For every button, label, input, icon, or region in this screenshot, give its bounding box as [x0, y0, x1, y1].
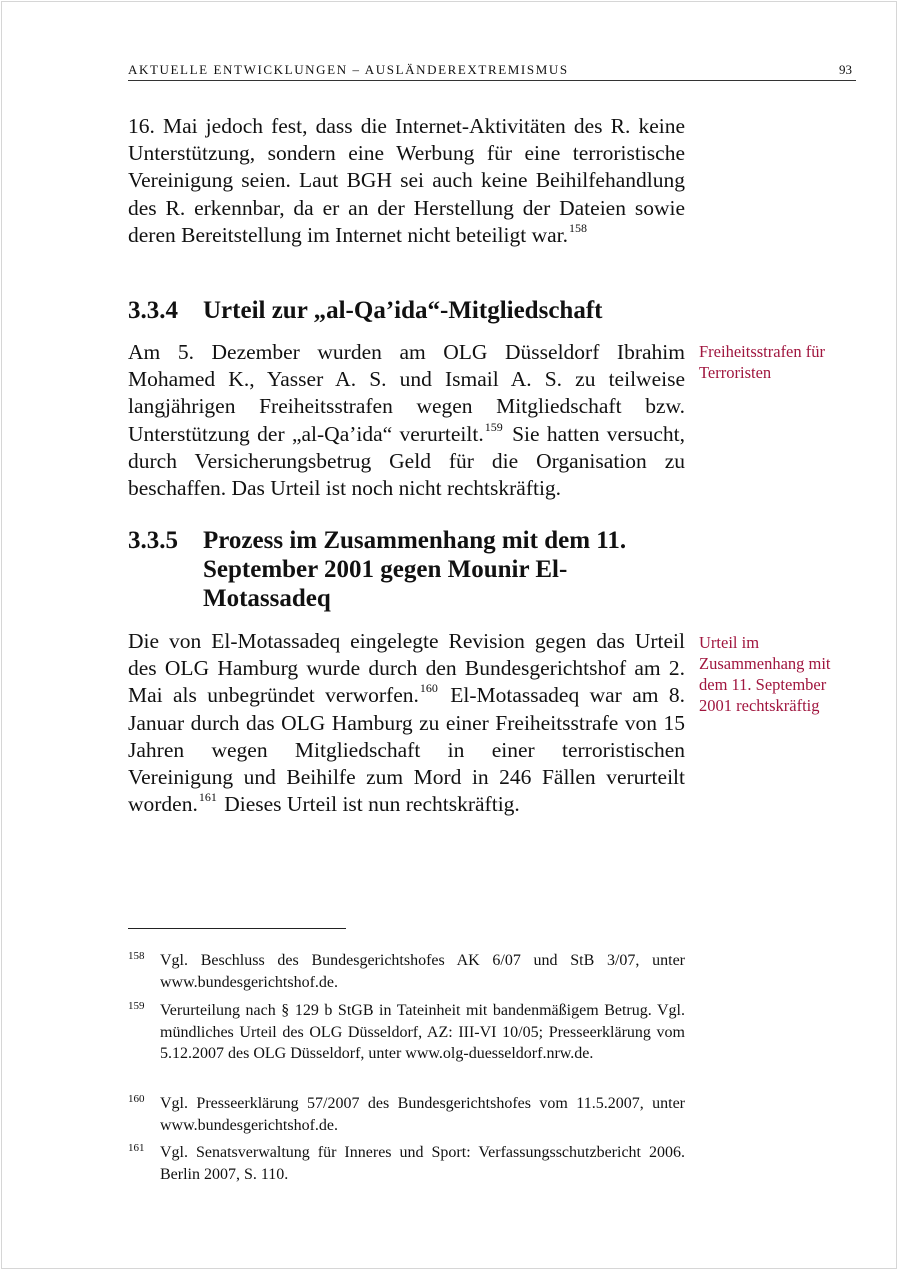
- footnote-ref-161[interactable]: 161: [198, 790, 217, 805]
- footnote-divider: [128, 928, 346, 929]
- margin-note-urteil-rechtskraeftig: Urteil im Zusammenhang mit dem 11. September 2001 rechtskräftig: [699, 633, 831, 715]
- paragraph-text: Am 5. Dezember wurden am OLG Düsseldorf Ibrahim Mohamed K., Yasser A. S. und Ismail A. S. zu teilweise langjährigen Freiheitsstrafen wegen Mitgliedschaft bzw. Unterstützung der „al-Qa’ida“ verurteilt.: [128, 340, 685, 446]
- footnote-text: Vgl. Beschluss des Bundesgerichtshofes AK 6/07 und StB 3/07, unter www.bundesgerichtshof.de.: [160, 952, 685, 991]
- footnote-number: 160: [128, 1093, 145, 1105]
- paragraph-continuation: [128, 113, 685, 249]
- section-number: 3.3.4: [128, 297, 178, 324]
- footnote-ref-160[interactable]: 160: [419, 681, 438, 696]
- section-title: Prozess im Zusammenhang mit dem 11. September 2001 gegen Mounir El-Motassadeq: [203, 527, 627, 612]
- page-number: 93: [839, 62, 852, 77]
- footnote-text: Verurteilung nach § 129 b StGB in Tateinheit mit bandenmäßigem Betrug. Vgl. mündliches Urteil des OLG Düsseldorf, AZ: III-VI 10/05; Presseerklärung vom 5.12.2007 des OLG Düsseldorf, unter www.olg-duesseldorf.nrw.de.: [160, 1002, 685, 1062]
- footnote-number: 159: [128, 1000, 145, 1012]
- footnote-ref-159[interactable]: 159: [484, 419, 503, 434]
- running-header: [128, 62, 856, 81]
- paragraph-text: 16. Mai jedoch fest, dass die Internet-Aktivitäten des R. keine Unterstützung, sondern eine Werbung für eine terroristische Vereinigung seien. Laut BGH sei auch keine Beihilfehandlung des R. erkennbar, da er an der Herstellung der Dateien sowie deren Bereitstellung im Internet nicht beteiligt war.: [128, 114, 685, 247]
- paragraph-text: Die von El-Motassadeq eingelegte Revision gegen das Urteil des OLG Hamburg wurde durch den Bundesgerichtshof am 2. Mai als unbegründet verworfen.: [128, 629, 685, 708]
- paragraph-al-qaida-verdict: [128, 339, 685, 502]
- section-number: 3.3.5: [128, 527, 178, 554]
- footnote-ref-158[interactable]: 158: [569, 220, 588, 235]
- paragraph-text: Sie hatten versucht, durch Versicherungsbetrug Geld für die Organisation zu beschaffen. Das Urteil ist noch nicht rechtskräftig.: [128, 421, 686, 501]
- footnote-text: Vgl. Presseerklärung 57/2007 des Bundesgerichtshofes vom 11.5.2007, unter www.bundesgerichtshof.de.: [160, 1095, 685, 1134]
- paragraph-text: El-Motassadeq war am 8. Januar durch das OLG Hamburg zu einer Freiheitsstrafe von 15 Jahren wegen Mitgliedschaft in einer terroristischen Vereinigung und Beihilfe zum Mord in 246 Fällen verurteilt worden.: [128, 683, 685, 817]
- section-title: Urteil zur „al-Qa’ida“-Mitgliedschaft: [203, 297, 603, 324]
- footnote-159: [128, 1000, 685, 1065]
- footnote-text: Vgl. Senatsverwaltung für Inneres und Sport: Verfassungsschutzbericht 2006. Berlin 2007, S. 110.: [160, 1144, 685, 1183]
- paragraph-text: Dieses Urteil ist nun rechtskräftig.: [224, 792, 520, 817]
- footnote-160: [128, 1093, 685, 1136]
- footnote-number: 158: [128, 950, 145, 962]
- running-header-title: AKTUELLE ENTWICKLUNGEN – AUSLÄNDEREXTREMISMUS: [128, 62, 569, 77]
- footnote-158: [128, 950, 685, 993]
- footnote-161: [128, 1142, 685, 1185]
- paragraph-motassadeq: [128, 628, 685, 818]
- margin-note-freiheitsstrafen: Freiheitsstrafen für Terroristen: [699, 342, 825, 382]
- footnote-number: 161: [128, 1142, 145, 1154]
